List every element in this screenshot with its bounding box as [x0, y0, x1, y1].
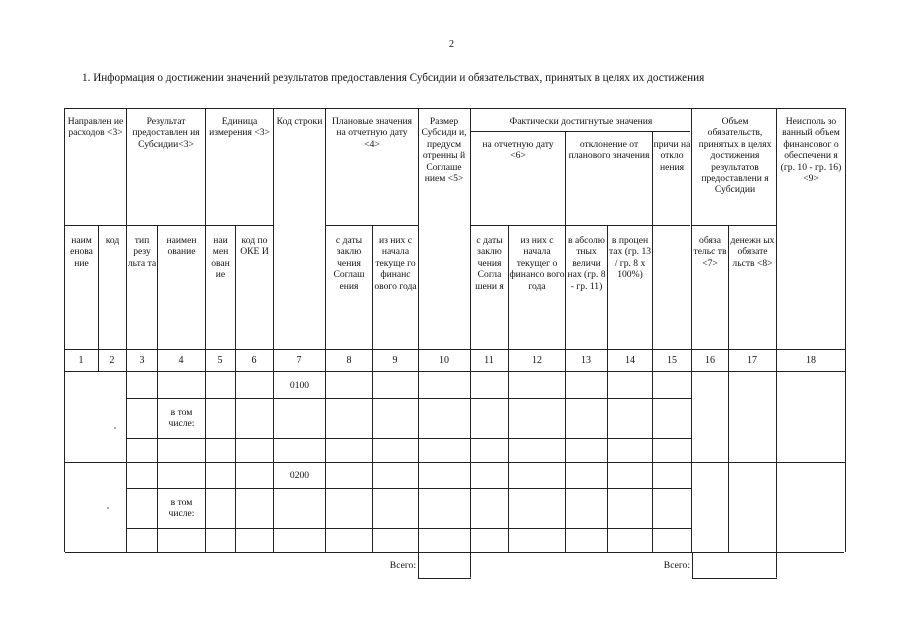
column-number: 1: [78, 355, 84, 366]
subheader-plan-incl: из них с начала текуще го финанс ового года: [374, 235, 417, 292]
header-obligations: Объем обязательств, принятых в целях достижения результатов предоставлени я Субсидии: [698, 116, 772, 196]
row-included-label: в том числе:: [168, 407, 195, 430]
subheader-obl: обяза тельс тв <7>: [693, 235, 727, 269]
row-included-label: в том числе:: [168, 497, 195, 520]
header-direction: Направлен ие расходов <3>: [67, 116, 124, 139]
column-number: 10: [439, 355, 449, 366]
subheader-dev-abs: в абсолю тных величи нах (гр. 8 - гр. 11): [567, 235, 606, 292]
header-deviation: отклонение от планового значения: [568, 139, 650, 162]
column-number: 11: [484, 355, 494, 366]
header-subsidy-size: Размер Субсиди и, предусм отренны й Соглаше нием <5>: [421, 116, 467, 185]
total-label-left: Всего:: [389, 560, 416, 571]
subheader-money-obl: денежн ых обязате льств <8>: [730, 235, 775, 269]
subheader-res-type: тип резу льта та: [127, 235, 157, 269]
header-result: Результат предоставлен ия Субсидии<3>: [132, 116, 200, 150]
column-number: 17: [747, 355, 757, 366]
column-number: 3: [139, 355, 145, 366]
header-line-code: Код строки: [276, 116, 323, 127]
subheader-unit-code: код по ОКЕ И: [240, 235, 269, 258]
column-number: 8: [346, 355, 352, 366]
subheader-plan-from: с даты заклю чения Соглаш ения: [333, 235, 365, 292]
subheader-unit-name: наи мен ован ие: [211, 235, 230, 281]
column-number: 5: [217, 355, 223, 366]
row-code-0100: 0100: [289, 380, 310, 391]
column-number: 16: [705, 355, 715, 366]
header-unused: Неисполь зо ванный объем финансовог о обеспечени я (гр. 10 - гр. 16) <9>: [780, 116, 842, 185]
column-number: 13: [581, 355, 591, 366]
column-number: 15: [667, 355, 677, 366]
column-number: 4: [178, 355, 184, 366]
header-unit: Единица измерения <3>: [209, 116, 270, 139]
column-number: 12: [532, 355, 542, 366]
header-planned: Плановые значения на отчетную дату <4>: [331, 116, 413, 150]
column-number: 14: [625, 355, 635, 366]
subheader-dir-name: наим енова ние: [70, 235, 93, 269]
page-number: 2: [449, 39, 454, 50]
header-at-report-date: на отчетную дату <6>: [482, 139, 554, 162]
subheader-dev-pct: в процен тах (гр. 13 / гр. 8 х 100%): [608, 235, 652, 281]
total-label-right: Всего:: [663, 560, 690, 571]
section-title: 1. Информация о достижении значений результатов предоставления Субсидии и обязательствах, принятых в целях их достижения: [82, 72, 705, 84]
column-number: 9: [392, 355, 398, 366]
subheader-dir-code: код: [105, 235, 120, 246]
column-number: 7: [296, 355, 302, 366]
subheader-act-incl: из них с начала текущег о финансо вого года: [509, 235, 565, 292]
header-reason: причи на откло нения: [653, 139, 691, 173]
subheader-act-from: с даты заклю чения Согла шени я: [475, 235, 504, 292]
column-number: 18: [806, 355, 816, 366]
header-actual: Фактически достигнутые значения: [509, 116, 653, 127]
column-number: 6: [251, 355, 257, 366]
subheader-res-name: наимен ование: [166, 235, 197, 258]
row-code-0200: 0200: [289, 470, 310, 481]
column-number: 2: [109, 355, 115, 366]
